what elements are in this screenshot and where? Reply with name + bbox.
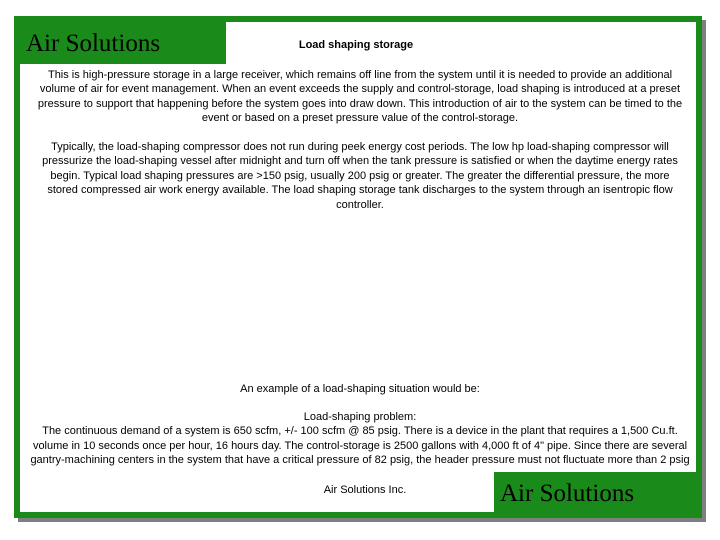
paragraph-intro: This is high-pressure storage in a large receiver, which remains off line from the system until it is needed to provide an additional volume of air for event management. When an event exceeds the supply and control-storage, load shaping is introduced at a preset pressure to support that happening before the system goes into draw down. This introduction of air to the system can be timed to the event or based on a preset pressure value of the control-storage. (37, 69, 683, 125)
logo-bottom (494, 472, 702, 518)
problem-heading: Load-shaping problem: (303, 411, 417, 423)
paragraph-typical-operation: Typically, the load-shaping compressor does not run during peek energy cost periods. The low hp load-shaping compressor will pressurize the load-shaping vessel after midnight and turn off when the tank pressure is satisfied or when the daytime energy rates begin. Typical load shaping pressures are >150 psig, usually 200 psig or greater. The greater the differential pressure, the more stored compressed air work energy available. The load shaping storage tank discharges to the system through an isentropic flow controller. (42, 141, 678, 211)
logo-top (20, 22, 226, 64)
footer-company: Air Solutions Inc. (323, 484, 407, 496)
slide-title: Load shaping storage (298, 39, 414, 51)
problem-block (28, 410, 692, 468)
logo-top-text: Air Solutions (26, 30, 161, 57)
example-intro: An example of a load-shaping situation would be: (240, 383, 480, 395)
logo-bottom-text: Air Solutions (500, 480, 635, 507)
problem-text: The continuous demand of a system is 650 scfm, +/- 100 scfm @ 85 psig. There is a device in the plant that requires a 1,500 Cu.ft. volume in 10 seconds once per hour, 16 hours day. The control-storage is 2500 gallons with 4,000 ft of 4" pipe. Since there are several gantry-machining centers in the system that have a critical pressure of 82 psig, the header pressure must not fluctuate more than 2 psig (30, 425, 690, 467)
